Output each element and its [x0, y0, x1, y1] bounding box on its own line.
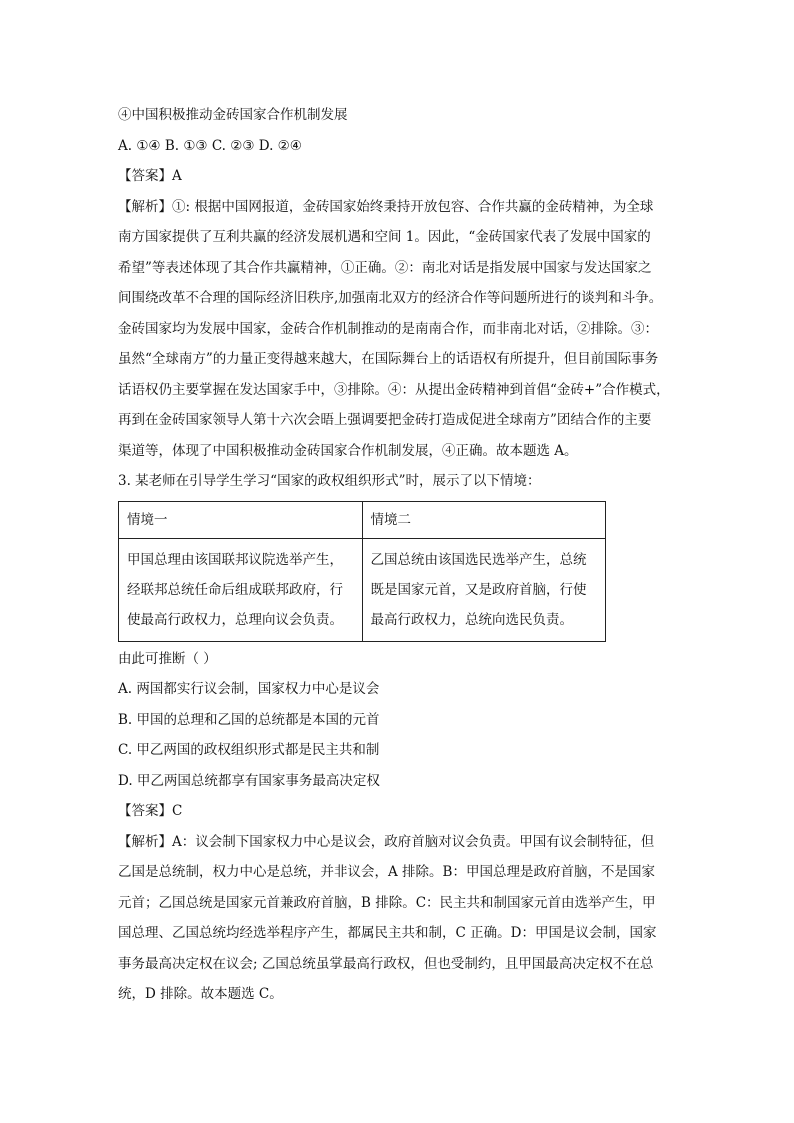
q3-analysis-line: 乙国是总统制，权力中心是总统，并非议会，A 排除。B：甲国总理是政府首脑，不是国家: [118, 864, 655, 880]
cell-line: 甲国总理由该国联邦议院选举产生，: [127, 551, 343, 568]
cell-line: 使最高行政权力，总理向议会负责。: [127, 611, 343, 628]
q3-option-a: A. 两国都实行议会制，国家权力中心是议会: [118, 681, 380, 697]
table-header-cell-1: 情境一: [119, 501, 363, 538]
q2-analysis-line: 话语权仍主要掌握在发达国家手中，③排除。④：从提出金砖精神到首倡“金砖+”合作模式，: [118, 381, 670, 398]
q3-analysis-line: 统，D 排除。故本题选 C。: [118, 986, 283, 1002]
table-header-row: [119, 501, 606, 538]
q3-stem: 3. 某老师在引导学生学习“国家的政权组织形式”时，展示了以下情境：: [118, 473, 541, 489]
q3-analysis-line: 元首；乙国总统是国家元首兼政府首脑，B 排除。C：民主共和制国家元首由选举产生，甲: [118, 894, 656, 911]
q2-analysis-line: 再到在金砖国家领导人第十六次会晤上强调要把金砖打造成促进全球南方”团结合作的主要: [118, 412, 652, 428]
q3-answer: 【答案】C: [118, 803, 183, 819]
q2-analysis-line: 渠道等，体现了中国积极推动金砖国家合作机制发展，④正确。故本题选 A。: [118, 442, 578, 459]
option-4-text: ④中国积极推动金砖国家合作机制发展: [118, 107, 348, 123]
q2-choices: A. ①④ B. ①③ C. ②③ D. ②④: [118, 137, 302, 154]
table-cell-scenario-1: [119, 538, 363, 641]
q2-analysis-line: 金砖国家均为发展中国家，金砖合作机制推动的是南南合作，而非南北对话，②排除。③：: [118, 320, 658, 337]
cell-line: 乙国总统由该国选民选举产生，总统: [370, 551, 587, 568]
cell-line: 最高行政权力，总统向选民负责。: [370, 611, 573, 628]
q3-analysis-line: 事务最高决定权在议会; 乙国总统虽掌最高行政权，但也受制约，且甲国最高决定权不在总: [118, 955, 654, 972]
q3-prompt: 由此可推断（ ）: [118, 650, 217, 667]
q2-analysis-line: 希望”等表述体现了其合作共赢精神，①正确。②：南北对话是指发展中国家与发达国家之: [118, 259, 652, 276]
q3-analysis-line: 【解析】A：议会制下国家权力中心是议会，政府首脑对议会负责。甲国有议会制特征，但: [118, 833, 655, 850]
document-page: [118, 100, 670, 1010]
q3-option-d: D. 甲乙两国总统都享有国家事务最高决定权: [118, 772, 380, 789]
q2-analysis-line: 【解析】①: 根据中国网报道，金砖国家始终秉持开放包容、合作共赢的金砖精神，为全球: [118, 198, 654, 215]
q3-option-c: C. 甲乙两国的政权组织形式都是民主共和制: [118, 742, 380, 758]
q2-analysis: [118, 192, 670, 467]
cell-line: 经联邦总统任命后组成联邦政府，行: [127, 581, 343, 598]
q2-analysis-line: 间围绕改革不合理的国际经济旧秩序,加强南北双方的经济合作等问题所进行的谈判和斗争。: [118, 290, 663, 306]
table-row: [119, 538, 606, 641]
scenario-table: [118, 501, 606, 642]
cell-line: 既是国家元首，又是政府首脑，行使: [370, 581, 587, 598]
table-cell-scenario-2: [362, 538, 606, 641]
q3-analysis: [118, 827, 657, 1010]
q3-option-b: B. 甲国的总理和乙国的总统都是本国的元首: [118, 711, 380, 728]
q2-analysis-line: 虽然“全球南方”的力量正变得越来越大，在国际舞台上的话语权有所提升，但目前国际事务: [118, 351, 659, 367]
q3-analysis-line: 国总理、乙国总统均经选举程序产生，都属民主共和制，C 正确。D：甲国是议会制，国家: [118, 925, 657, 941]
q2-analysis-line: 南方国家提供了互利共赢的经济发展机遇和空间 1。因此，“金砖国家代表了发展中国家的: [118, 229, 651, 245]
q3-options: [118, 674, 638, 796]
q2-answer: 【答案】A: [118, 168, 182, 184]
table-header-cell-2: 情境二: [362, 501, 606, 538]
